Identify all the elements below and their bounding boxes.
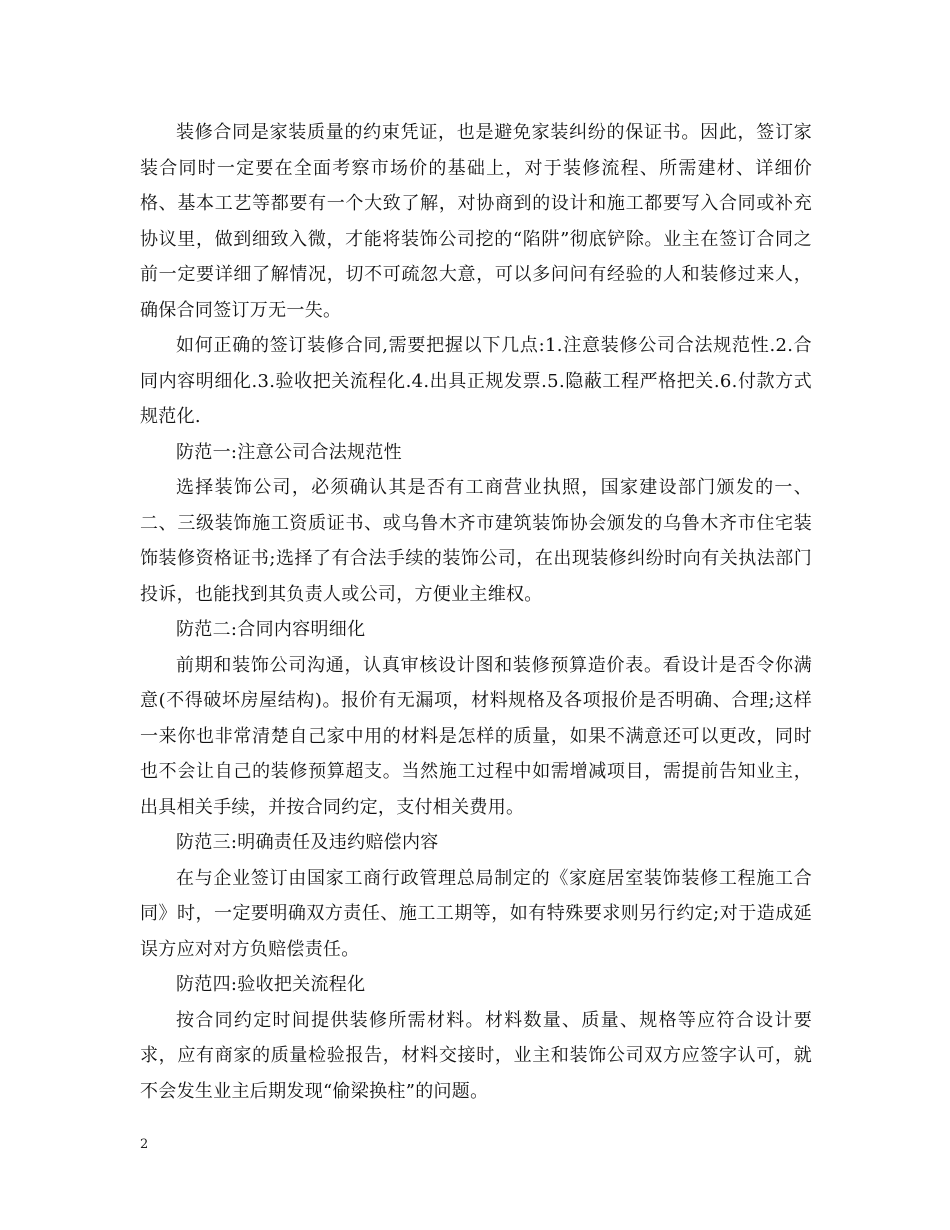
page-number: 2 [140,1137,149,1152]
section-heading-4: 防范四:验收把关流程化 [176,974,366,995]
paragraph-intro: 装修合同是家装质量的约束凭证，也是避免家装纠纷的保证书。因此，签订家装合同时一定要在全面考察市场价的基础上，对于装修流程、所需建材、详细价格、基本工艺等都要有一个大致了解，对协商到的设计和施工都要写入合同或补充协议里，做到细致入微，才能将装饰公司挖的“陷阱”彻底铲除。业主在签订合同之前一定要详细了解情况，切不可疏忽大意，可以多问问有经验的人和装修过来人，确保合同签订万无一失。 [140,122,812,321]
section-heading-2: 防范二:合同内容明细化 [176,619,366,640]
paragraph-section-3: 在与企业签订由国家工商行政管理总局制定的《家庭居室装饰装修工程施工合同》时，一定要明确双方责任、施工工期等，如有特殊要求则另行约定;对于造成延误方应对对方负赔偿责任。 [140,867,812,960]
paragraph-section-4: 按合同约定时间提供装修所需材料。材料数量、质量、规格等应符合设计要求，应有商家的质量检验报告，材料交接时，业主和装饰公司双方应签字认可，就不会发生业主后期发现“偷梁换柱”的问题。 [140,1009,812,1102]
section-heading-3: 防范三:明确责任及违约赔偿内容 [176,832,439,853]
document-body [140,115,812,1109]
section-heading-1: 防范一:注意公司合法规范性 [176,441,402,463]
paragraph-section-2: 前期和装饰公司沟通，认真审核设计图和装修预算造价表。看设计是否令你满意(不得破坏房屋结构)。报价有无漏项，材料规格及各项报价是否明确、合理;这样一来你也非常清楚自己家中用的材料是怎样的质量，如果不满意还可以更改，同时也不会让自己的装修预算超支。当然施工过程中如需增减项目，需提前告知业主，出具相关手续，并按合同约定，支付相关费用。 [140,654,812,818]
paragraph-section-1: 选择装饰公司，必须确认其是否有工商营业执照，国家建设部门颁发的一、二、三级装饰施工资质证书、或乌鲁木齐市建筑装饰协会颁发的乌鲁木齐市住宅装饰装修资格证书;选择了有合法手续的装饰公司，在出现装修纠纷时向有关执法部门投诉，也能找到其负责人或公司，方便业主维权。 [140,477,812,605]
paragraph-key-points: 如何正确的签订装修合同,需要把握以下几点:1.注意装修公司合法规范性.2.合同内容明细化.3.验收把关流程化.4.出具正规发票.5.隐蔽工程严格把关.6.付款方式规范化. [140,335,812,427]
